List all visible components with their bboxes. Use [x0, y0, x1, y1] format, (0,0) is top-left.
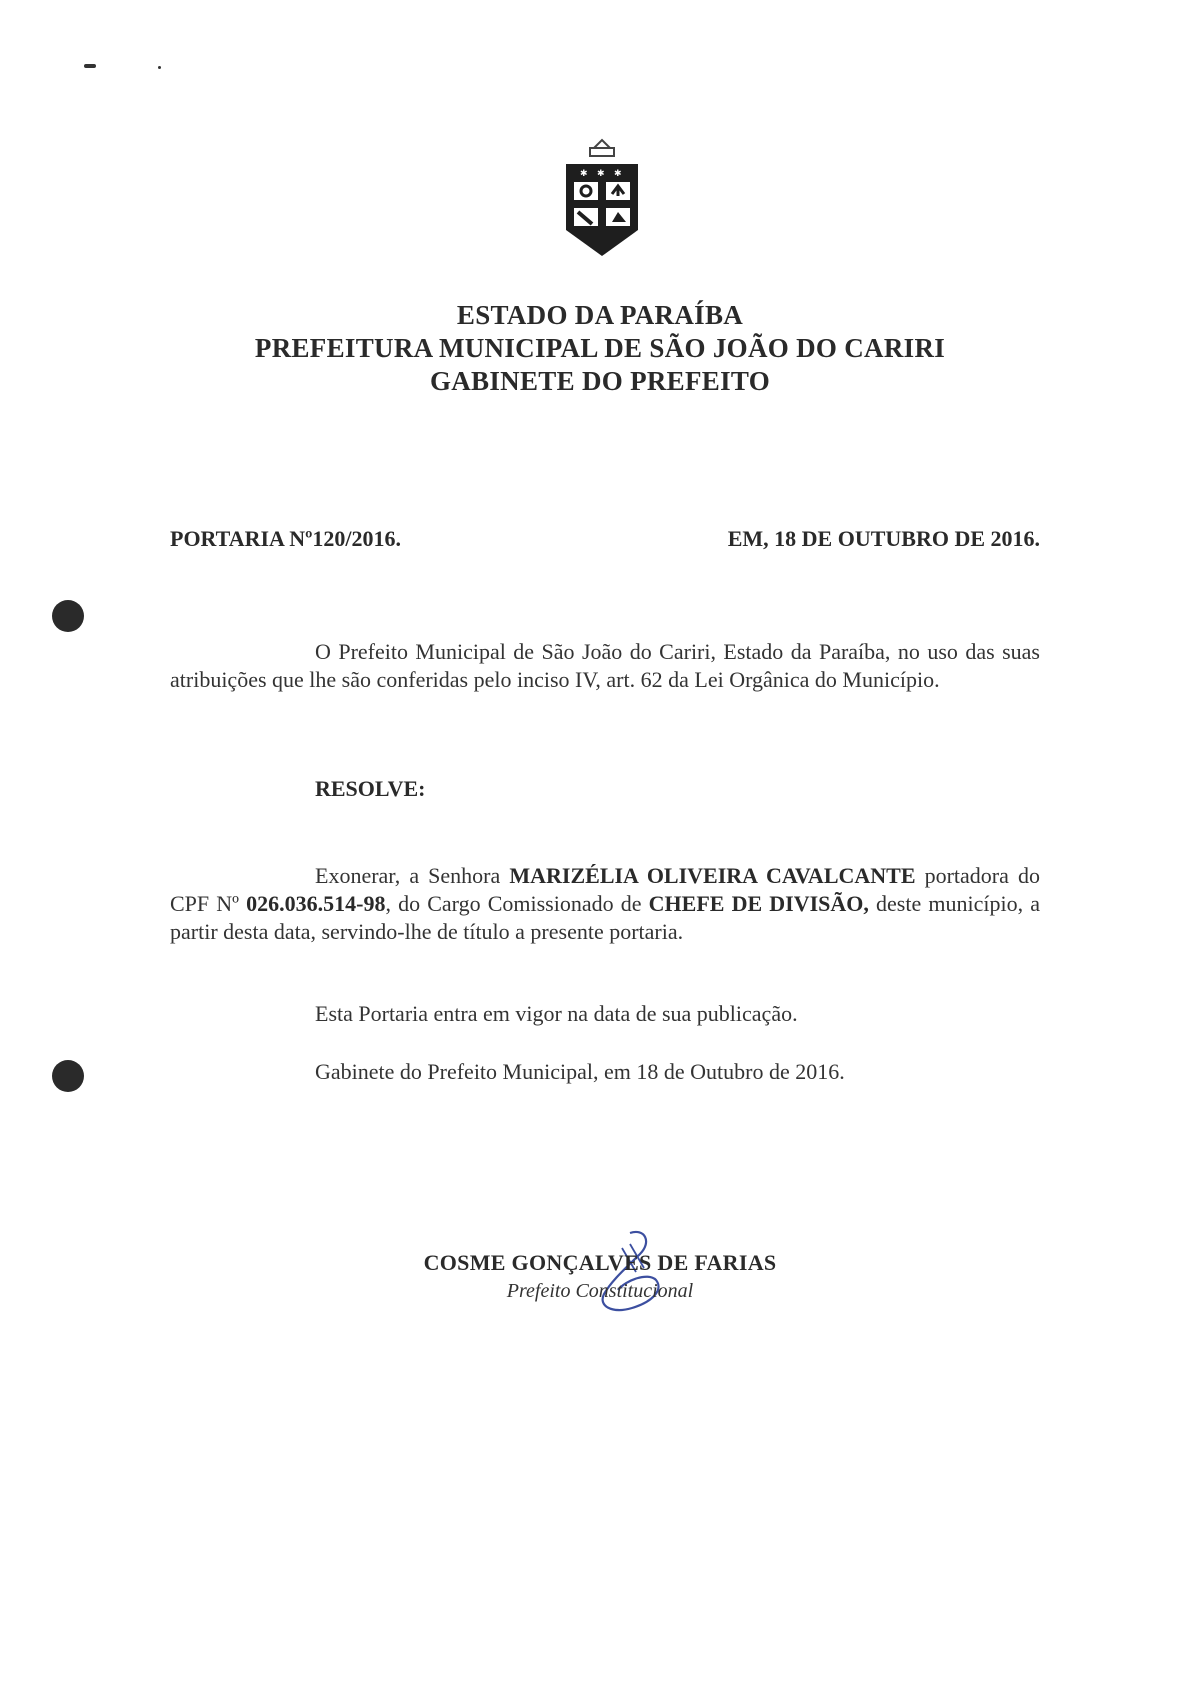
municipal-crest-icon [560, 138, 644, 256]
exoneration-paragraph [170, 862, 1040, 946]
position-title: CHEFE DE DIVISÃO, [648, 891, 869, 916]
closing-paragraph: Gabinete do Prefeito Municipal, em 18 de Outubro de 2016. [315, 1059, 845, 1084]
intro-paragraph: O Prefeito Municipal de São João do Cariri, Estado da Paraíba, no uso das suas atribuições que lhe são conferidas pelo inciso IV, art. 62 da Lei Orgânica do Município. [170, 639, 1040, 692]
portaria-date: EM, 18 DE OUTUBRO DE 2016. [727, 526, 1040, 551]
body-text: Exonerar, a Senhora [315, 863, 510, 888]
header-prefecture: PREFEITURA MUNICIPAL DE SÃO JOÃO DO CARIRI [254, 333, 946, 363]
body-text: portadora do CPF Nº [170, 863, 1040, 916]
header-cabinet: GABINETE DO PREFEITO [429, 366, 771, 396]
header-state: ESTADO DA PARAÍBA [456, 300, 744, 330]
svg-text:✱: ✱ [580, 169, 588, 179]
punch-hole-top [52, 600, 84, 632]
scan-mark [158, 66, 161, 69]
punch-hole-bottom [52, 1060, 84, 1092]
svg-text:✱: ✱ [597, 169, 605, 179]
body-text: , do Cargo Comissionado de [385, 891, 649, 916]
svg-text:✱: ✱ [614, 169, 622, 179]
scan-mark [84, 64, 96, 68]
signatory-title: Prefeito Constitucional [506, 1280, 694, 1302]
signatory-name: COSME GONÇALVES DE FARIAS [423, 1250, 777, 1275]
employee-name: MARIZÉLIA OLIVEIRA CAVALCANTE [509, 863, 916, 888]
vigor-paragraph: Esta Portaria entra em vigor na data de sua publicação. [315, 1001, 798, 1026]
cpf-number: 026.036.514-98 [246, 891, 386, 916]
body-text: deste município, a partir desta data, servindo-lhe de título a presente portaria. [170, 891, 1040, 944]
resolve-heading: RESOLVE: [315, 776, 426, 801]
portaria-number: PORTARIA Nº120/2016. [170, 526, 401, 551]
